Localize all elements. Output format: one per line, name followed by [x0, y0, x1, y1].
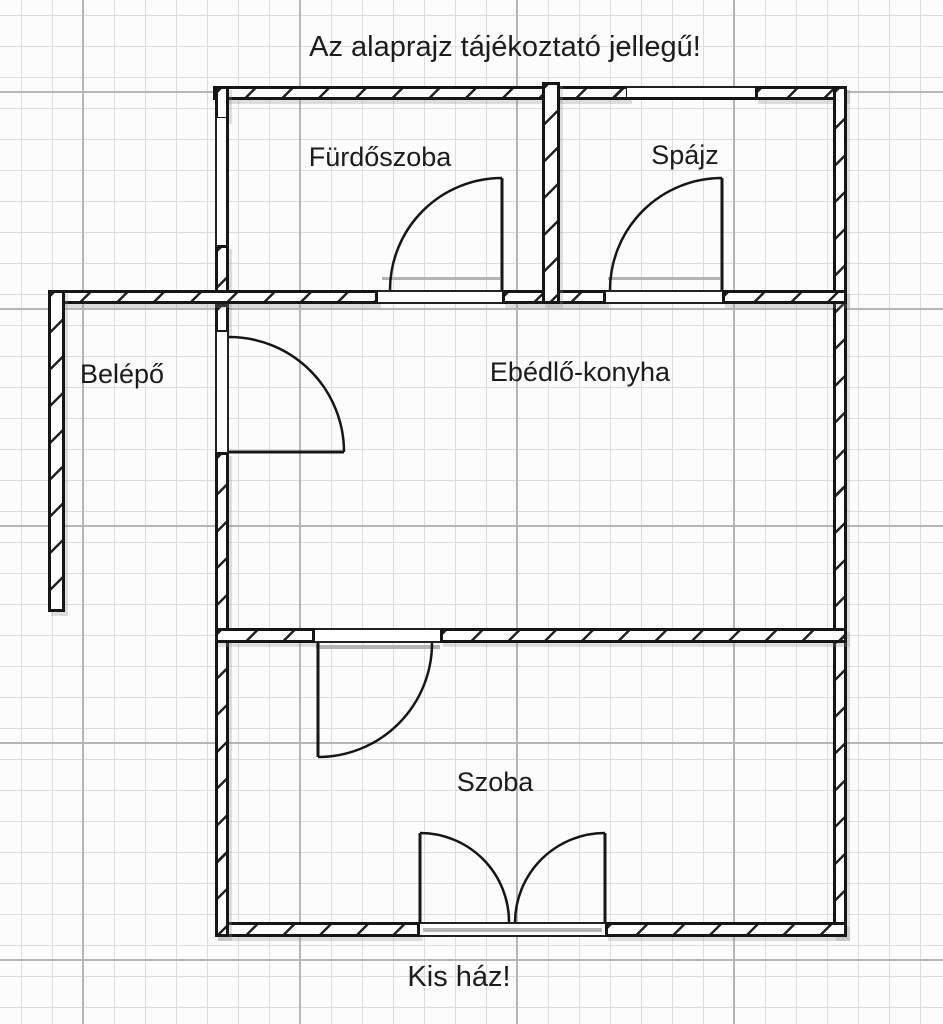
wall-west-top-stub [215, 86, 229, 120]
room-label-room: Szoba [456, 767, 534, 797]
wall-divider2-west [215, 628, 315, 643]
sill-pantry-door [608, 277, 720, 280]
szoba-door-opening [315, 628, 440, 643]
bathroom-door-opening [378, 290, 502, 304]
wall-divider2-east [440, 628, 847, 643]
entry-door-opening [215, 332, 229, 452]
room-label-entry: Belépő [79, 359, 165, 389]
wall-west-door-stub [215, 304, 229, 333]
szoba-door-swing-arc [318, 643, 432, 757]
wall-divider1-west [48, 290, 378, 304]
wall-south-east-segment [605, 922, 847, 937]
double-door-left-swing-arc [420, 833, 509, 922]
wall-north-west-segment [213, 86, 629, 100]
wall-south-west-segment [215, 922, 420, 937]
double-door-right-swing-arc [515, 833, 605, 922]
room-label-bathroom: Fürdőszoba [308, 142, 452, 172]
sill-bathroom-door [382, 277, 500, 280]
pantry-door-opening [606, 290, 722, 304]
wall-belepo-west [48, 290, 65, 612]
plan-footer-caption: Kis ház! [407, 961, 511, 993]
wall-partition-bathroom-pantry [542, 82, 560, 304]
window-bathroom-west [215, 118, 229, 245]
room-label-dining-kitchen: Ebédlő-konyha [489, 357, 671, 387]
wall-divider1-east [722, 290, 847, 304]
sill-szoba-door [316, 645, 440, 649]
entry-door-swing-arc [229, 337, 344, 452]
window-pantry-north [627, 86, 755, 100]
sill-double-door [423, 928, 602, 932]
bathroom-door-swing-arc [390, 178, 502, 290]
wall-east [833, 86, 847, 937]
plan-disclaimer-title: Az alaprajz tájékoztató jellegű! [309, 31, 701, 63]
room-label-pantry: Spájz [651, 140, 719, 170]
pantry-door-swing-arc [610, 178, 722, 290]
wall-west-lower [215, 452, 229, 937]
